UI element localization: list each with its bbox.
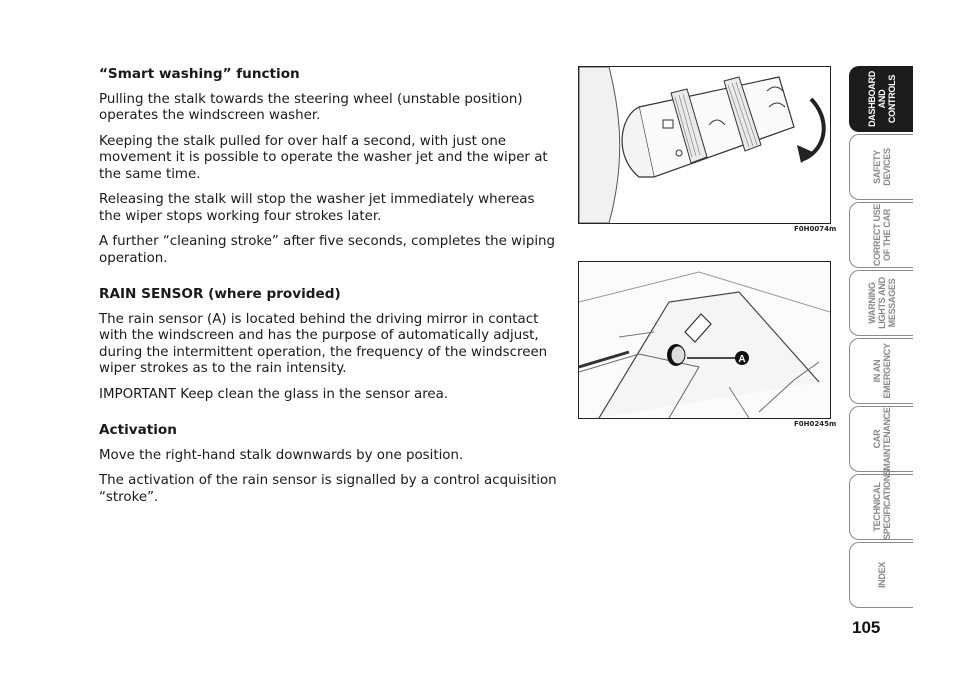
tab-label-line: DASHBOARD bbox=[866, 71, 877, 127]
tab-label-line: DEVICES bbox=[881, 148, 892, 186]
smart-washing-paragraph-1: Pulling the stalk towards the steering wheel (unstable position) operates the windscreen washer. bbox=[99, 91, 523, 123]
smart-washing-paragraph-4: A further “cleaning stroke” after five seconds, completes the wiping operation. bbox=[99, 234, 556, 266]
smart-washing-paragraph-2: Keeping the stalk pulled for over half a second, with just one movement it is possible to operate the washer jet and the wiper at the same time. bbox=[99, 133, 548, 182]
rain-sensor-paragraph-1: The rain sensor (A) is located behind the driving mirror in contact with the windscreen and has the purpose of automatically adjust, during the intermittent operation, the frequency of the windscreen wiper strokes as to the rain intensity. bbox=[99, 311, 548, 376]
tab-label-line: LIGHTS AND bbox=[876, 277, 887, 329]
tab-label-line: INDEX bbox=[876, 562, 887, 589]
tab-label-line: CORRECT USE bbox=[871, 203, 882, 267]
rain-sensor-heading: RAIN SENSOR (where provided) bbox=[99, 286, 341, 302]
tab-in-an-emergency[interactable] bbox=[849, 338, 913, 404]
wiper-stalk-figure bbox=[578, 66, 831, 224]
tab-label-line: IN AN bbox=[871, 359, 882, 383]
tab-label-line: TECHNICAL bbox=[871, 482, 882, 532]
tab-label-line: MESSAGES bbox=[886, 278, 897, 328]
smart-washing-heading: “Smart washing” function bbox=[99, 66, 300, 82]
smart-washing-paragraph-3: Releasing the stalk will stop the washer jet immediately whereas the wiper stops working four strokes later. bbox=[99, 192, 535, 224]
wiper-stalk-illustration bbox=[579, 67, 830, 223]
tab-label-line: CAR bbox=[871, 429, 882, 449]
tab-label-line: AND CONTROLS bbox=[876, 74, 897, 124]
tab-technical-specifications[interactable] bbox=[849, 469, 913, 540]
tab-car-maintenance[interactable] bbox=[849, 406, 913, 472]
tab-label-line: SAFETY bbox=[871, 150, 882, 184]
activation-paragraph-1: Move the right-hand stalk downwards by one position. bbox=[99, 447, 464, 463]
tab-safety-devices[interactable] bbox=[849, 134, 913, 200]
rain-sensor-important-note: IMPORTANT Keep clean the glass in the sensor area. bbox=[99, 386, 449, 402]
tab-label-line: MAINTENANCE bbox=[881, 407, 892, 471]
rain-sensor-figure bbox=[578, 261, 831, 419]
main-text-column bbox=[99, 66, 559, 515]
tab-dashboard-and-controls[interactable] bbox=[849, 66, 913, 132]
page-number: 105 bbox=[852, 618, 881, 637]
tab-label-line: EMERGENCY bbox=[881, 343, 892, 399]
tab-warning-lights[interactable] bbox=[849, 270, 913, 336]
activation-heading: Activation bbox=[99, 422, 177, 438]
figure-1-caption: F0H0074m bbox=[794, 225, 837, 233]
sensor-marker-label: A bbox=[738, 354, 746, 365]
rain-sensor-illustration bbox=[579, 262, 830, 418]
tab-label-line: OF THE CAR bbox=[881, 209, 892, 261]
activation-paragraph-2: The activation of the rain sensor is signalled by a control acquisition “stroke”. bbox=[99, 473, 557, 505]
figure-2-caption: F0H0245m bbox=[794, 420, 837, 428]
tab-label-line: SPECIFICATIONS bbox=[881, 469, 892, 540]
tab-correct-use[interactable] bbox=[849, 202, 913, 268]
tab-label-line: WARNING bbox=[866, 282, 877, 324]
tab-index[interactable] bbox=[849, 542, 913, 608]
